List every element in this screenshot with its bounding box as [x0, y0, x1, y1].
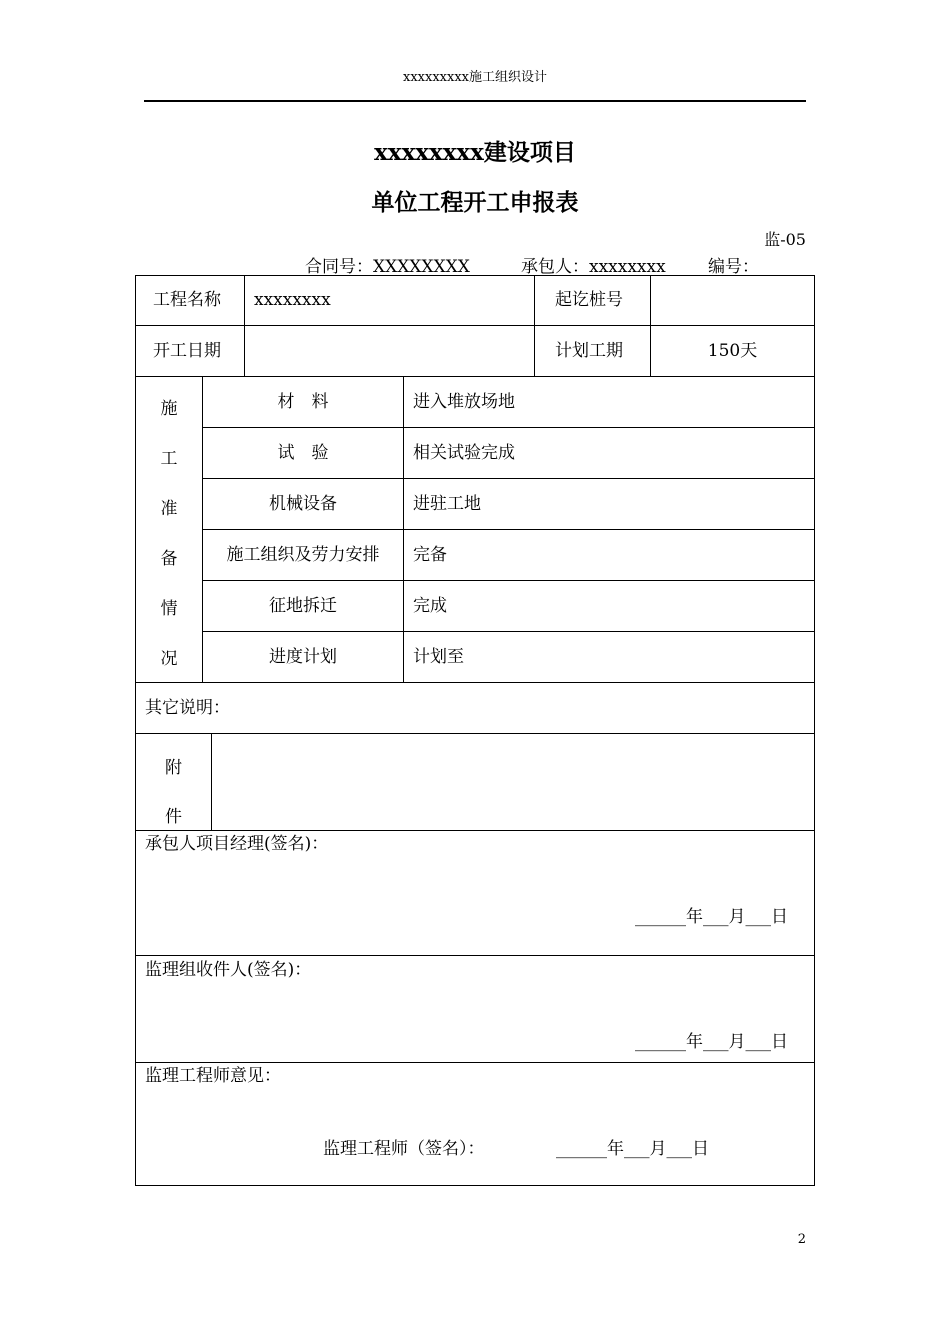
engineer-opinion-label: 监理工程师意见：	[145, 1066, 281, 1086]
engineer-signature-label: 监理工程师（签名）：	[323, 1139, 485, 1159]
prep-item-testing: 试 验	[277, 443, 329, 463]
serial-number: 编号：	[708, 257, 759, 277]
project-name-value: xxxxxxxx	[254, 290, 331, 310]
prep-section-char: 准	[160, 499, 178, 519]
date-year: 年	[686, 907, 703, 927]
page-number: 2	[797, 1232, 806, 1247]
table-rule	[202, 478, 814, 479]
prep-section-char: 情	[160, 599, 178, 619]
project-name-label: 工程名称	[153, 290, 221, 310]
prep-status-schedule: 计划至	[413, 647, 464, 667]
table-rule	[136, 733, 814, 734]
planned-duration-label: 计划工期	[555, 341, 623, 361]
page-header: xxxxxxxxx施工组织设计	[403, 70, 547, 85]
document-title: xxxxxxxx建设项目	[374, 139, 576, 166]
other-notes-label: 其它说明：	[145, 698, 230, 718]
prep-status-machinery: 进驻工地	[413, 494, 481, 514]
table-rule	[136, 682, 814, 683]
engineer-date: ______年___月___日	[556, 1139, 709, 1159]
table-rule	[202, 631, 814, 632]
date-day: 日	[771, 1032, 788, 1052]
table-rule	[202, 580, 814, 581]
chainage-label: 起讫桩号	[555, 290, 623, 310]
application-form-table	[135, 275, 815, 1186]
prep-section-char: 施	[160, 399, 178, 419]
date-month: 月	[728, 1032, 746, 1052]
table-rule	[202, 427, 814, 428]
prep-item-schedule: 进度计划	[269, 647, 337, 667]
attachment-char: 件	[165, 807, 182, 827]
planned-duration-value: 150天	[707, 341, 758, 361]
date-month: 月	[649, 1139, 667, 1159]
contractor-pm-signature-label: 承包人项目经理(签名)：	[145, 834, 329, 854]
prep-status-testing: 相关试验完成	[413, 443, 515, 463]
start-date-label: 开工日期	[153, 341, 221, 361]
table-rule	[202, 376, 203, 682]
form-code: 监-05	[764, 230, 806, 249]
table-rule	[534, 276, 535, 376]
prep-item-organization: 施工组织及劳力安排	[226, 545, 380, 565]
supervision-receiver-signature-label: 监理组收件人(签名)：	[145, 960, 312, 980]
date-year: 年	[686, 1032, 703, 1052]
header-rule	[144, 100, 806, 102]
prep-section-char: 备	[160, 549, 178, 569]
document-subtitle: 单位工程开工申报表	[371, 189, 579, 216]
prep-status-land-acquisition: 完成	[413, 596, 447, 616]
prep-item-machinery: 机械设备	[269, 494, 337, 514]
supervision-receiver-date: ______年___月___日	[635, 1032, 788, 1052]
date-month: 月	[728, 907, 746, 927]
prep-status-organization: 完备	[413, 545, 447, 565]
contractor-name: 承包人：xxxxxxxx	[521, 257, 666, 277]
table-rule	[244, 276, 245, 376]
date-year: 年	[607, 1139, 624, 1159]
prep-status-materials: 进入堆放场地	[413, 392, 515, 412]
contractor-pm-date: ______年___月___日	[635, 907, 788, 927]
table-rule	[136, 325, 814, 326]
table-rule	[136, 1062, 814, 1063]
prep-item-land-acquisition: 征地拆迁	[269, 596, 337, 616]
table-rule	[136, 955, 814, 956]
prep-item-materials: 材 料	[277, 392, 329, 412]
contract-number: 合同号：XXXXXXXX	[305, 257, 470, 277]
date-day: 日	[692, 1139, 709, 1159]
date-day: 日	[771, 907, 788, 927]
table-rule	[403, 376, 404, 682]
prep-section-char: 况	[160, 649, 178, 669]
table-rule	[136, 830, 814, 831]
attachment-char: 附	[165, 758, 182, 778]
table-rule	[202, 529, 814, 530]
prep-section-char: 工	[160, 449, 178, 469]
table-rule	[136, 376, 814, 377]
table-rule	[211, 733, 212, 830]
